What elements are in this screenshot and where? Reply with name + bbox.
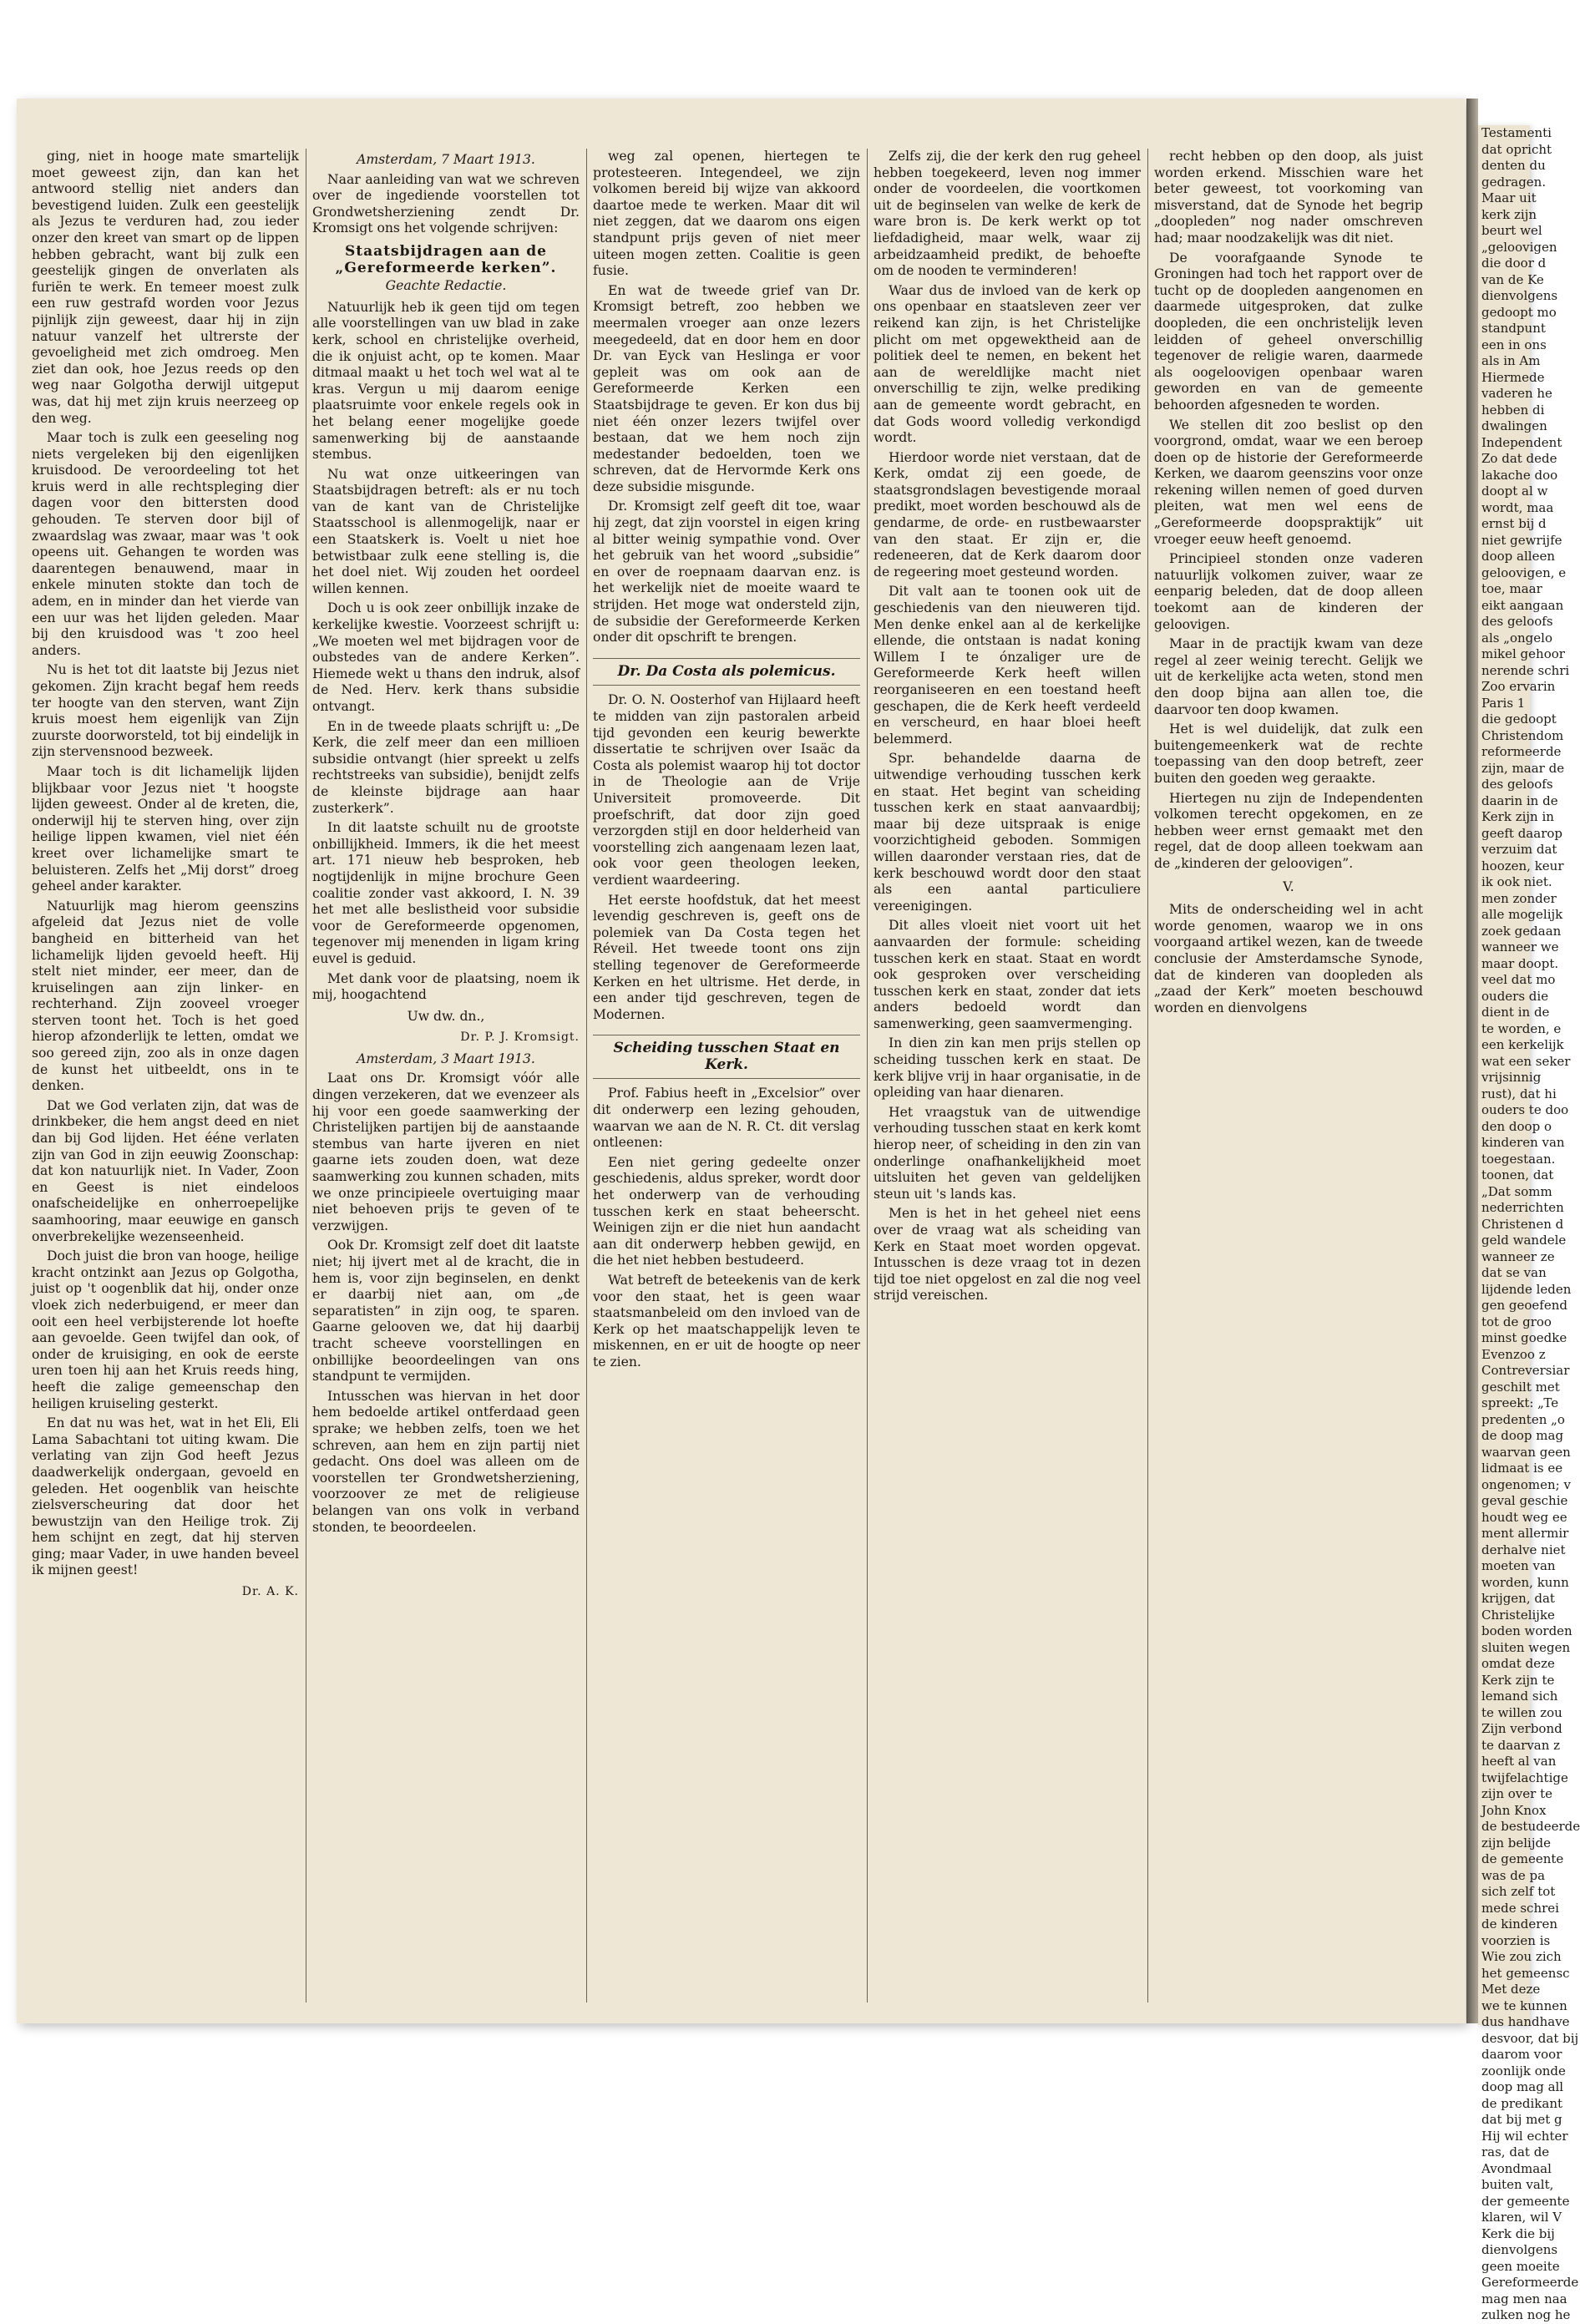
adjacent-page-line: mag men naa (1481, 2291, 1567, 2306)
adjacent-page-line: buiten valt, (1481, 2177, 1554, 2192)
adjacent-page-line: ernst bij d (1481, 516, 1547, 531)
adjacent-page-line: spreekt: „Te (1481, 1395, 1559, 1410)
adjacent-page-line: des geloofs (1481, 614, 1553, 629)
adjacent-page-line: desvoor, dat bij (1481, 2030, 1579, 2046)
adjacent-page-line: dat opricht (1481, 141, 1552, 157)
adjacent-page-line: zijn belijde (1481, 1835, 1551, 1851)
adjacent-page-line: Avondmaal (1481, 2160, 1552, 2176)
adjacent-page-line: kinderen van (1481, 1135, 1565, 1150)
adjacent-page-line: geeft daarop (1481, 825, 1562, 841)
adjacent-page-line: gedragen. (1481, 174, 1547, 190)
adjacent-page-line: het gemeensc (1481, 1965, 1570, 1981)
book-spine (1466, 99, 1478, 2023)
adjacent-page-line: doop mag all (1481, 2079, 1564, 2094)
adjacent-page-line: lijdende leden (1481, 1281, 1572, 1297)
adjacent-page-line: die door d (1481, 256, 1547, 271)
adjacent-page-line: toegestaan. (1481, 1151, 1556, 1167)
adjacent-page-line: moeten van (1481, 1558, 1556, 1573)
column-4 (874, 149, 1141, 2007)
adjacent-page-line: geval geschie (1481, 1493, 1568, 1508)
col5-paragraph: recht hebben op den doop, als juist worden erkend. Misschien ware het beter geweest, tot voorkoming van misverstand, dat de Synode het begrip „doopleden” nog nader omschreven had; maar noodzakelijk was dit niet. (1154, 149, 1423, 246)
adjacent-page-line: een kerkelijk (1481, 1037, 1564, 1052)
col4-paragraph: Men is het in het geheel niet eens over de vraag wat als scheiding van Kerk en Staat moet worden opgevat. Intusschen is deze vraag tot in dezen tijd toe niet opgelost en zal die nog veel strijd vereischen. (874, 1206, 1141, 1304)
col2-paragraph: Natuurlijk heb ik geen tijd om tegen alle voorstellingen van uw blad in zake kerk, school en christelijke overheid, die ik onjuist acht, op te komen. Maar ditmaal maakt u het toch wel wat al te kras. Vergun u mij daarom eenige plaatsruimte voor enkele regels ook in het belang eener mogelijke goede samenwerking bij de aanstaande stembus. (312, 299, 580, 463)
adjacent-page-line: worden, kunn (1481, 1574, 1569, 1590)
adjacent-page-line: Zo dat dede (1481, 451, 1557, 466)
col4-paragraph: Waar dus de invloed van de kerk op ons openbaar en staatsleven zeer ver reikend kan zijn, is het Christelijke plicht om met opgewektheid aan de politiek deel te nemen, en bekent het aan de wereldlijke macht niet onverschillig te zijn, welke prediking aan de gemeente wordt gebracht, en dat Gods woord volledig verkondigd wordt. (874, 282, 1141, 446)
col5-paragraph: Mits de onderscheiding wel in acht worde genomen, waarop we in ons voorgaand artikel wezen, kan de tweede conclusie der Amsterdamsche Synode, dat de kinderen van doopleden als „zaad der Kerk” moeten beschouwd worden en dienvolgens (1154, 902, 1423, 1015)
col3-paragraph: Dr. O. N. Oosterhof van Hijlaard heeft te midden van zijn pastoralen arbeid tijd gevonden een keurig bewerkte dissertatie te schrijven over Isaäc da Costa als polemist waarop hij tot doctor in de Theologie aan de Vrije Universiteit promoveerde. Dit proefschrift, dat door zijn goed verzorgden stijl en door helderheid van voorstelling zich aangenaam lezen laat, ook voor geen theologen leeken, verdient waardeering. (593, 692, 860, 888)
adjacent-page-line: hebben di (1481, 402, 1545, 418)
column-2 (312, 149, 580, 2007)
adjacent-page-line: derhalve niet (1481, 1542, 1566, 1557)
adjacent-page-line: dus handhave (1481, 2014, 1570, 2029)
adjacent-page-line: dienvolgens (1481, 288, 1558, 303)
col5-paragraph: Principieel stonden onze vaderen natuurlijk volkomen zuiver, waar ze eenparig beleden, dat de doop alleen toekomt aan de kinderen der geloovigen. (1154, 551, 1423, 632)
column-5 (1154, 149, 1423, 2007)
adjacent-page-line: Kerk zijn te (1481, 1672, 1555, 1688)
adjacent-page-line: rust), dat hi (1481, 1086, 1557, 1101)
adjacent-page-line: Hij wil echter (1481, 2128, 1568, 2144)
adjacent-page-line: we te kunnen (1481, 1997, 1567, 2013)
col3-paragraph: Prof. Fabius heeft in „Excelsior” over dit onderwerp een lezing gehouden, waarvan we aan de N. R. Ct. dit verslag ontleenen: (593, 1086, 860, 1151)
adjacent-page-line: dwalingen (1481, 418, 1547, 433)
adjacent-page-line: zoek gedaan (1481, 923, 1562, 939)
adjacent-page-line: wanneer ze (1481, 1248, 1555, 1264)
adjacent-page-line: geen moeite (1481, 2258, 1560, 2274)
adjacent-page-line: ment allermir (1481, 1526, 1569, 1541)
col3-paragraph: Wat betreft de beteekenis van de kerk voor den staat, het is geen waar staatsmanbeleid om den invloed van de Kerk op het maatschappelijk leven te miskennen, en er uit de hoogte op neer te zien. (593, 1273, 860, 1370)
col5-paragraph: De voorafgaande Synode te Groningen had toch het rapport over de tucht op de doopleden aangenomen en daarmede uitgesproken, dat zulke doopleden, die een onchristelijk leven leidden of geheel onverschillig tegenover de religie waren, daarmede als oogeloovigen openbaar waren geworden en van de gemeente behoorden afgesneden te worden. (1154, 250, 1423, 413)
column-3 (593, 149, 860, 2007)
adjacent-page-line: alle mogelijk (1481, 907, 1563, 922)
adjacent-page-line: hoozen, keur (1481, 858, 1564, 873)
adjacent-page-line: gen geoefend (1481, 1298, 1567, 1313)
letter-closing: Uw dw. dn., (407, 1008, 485, 1024)
adjacent-page-line: Maar uit (1481, 190, 1537, 205)
adjacent-page-line: Paris 1 (1481, 695, 1526, 711)
adjacent-page-line: eikt aangaan (1481, 597, 1564, 613)
adjacent-page-line: voorzien is (1481, 1932, 1551, 1948)
adjacent-page-line: wordt, maa (1481, 499, 1554, 515)
adjacent-page-line: Christelijke (1481, 1607, 1555, 1623)
col5-paragraph: Maar in de practijk kwam van deze regel al zeer weinig terecht. Gelijk we uit de kerkelijke acta weten, stond men den doop bijna aan allen toe, die daarvoor ten doop kwamen. (1154, 636, 1423, 717)
adjacent-page-line: te daarvan z (1481, 1737, 1561, 1753)
adjacent-page-line: toonen, dat (1481, 1167, 1554, 1182)
col3-paragraph: Het eerste hoofdstuk, dat het meest levendig geschreven is, geeft ons de polemiek van Da Costa tegen het Réveil. Het tweede toont ons zijn stelling tegenover de Gereformeerde Kerken en het ultrisme. Het derde, in een ander tijd geschreven, tegen de Modernen. (593, 892, 860, 1022)
adjacent-page-line: John Knox (1481, 1802, 1547, 1818)
adjacent-page-line: mikel gehoor (1481, 646, 1565, 661)
adjacent-page-line: vrijsinnig (1481, 1070, 1542, 1085)
col3-paragraph: weg zal openen, hiertegen te protesteeren. Integendeel, we zijn volkomen bereid bij wijze van akkoord daartoe mede te werken. Maar dit wil niet zeggen, dat we daarom ons eigen standpunt prijs geven of niet meer uiteen mogen zetten. Coalitie is geen fusie. (593, 149, 860, 279)
col5-paragraph: Hiertegen nu zijn de Independenten volkomen terecht opgekomen, en ze hebben weer ernst gemaakt met den regel, dat de doop alleen toekwam aan de „kinderen der geloovigen”. (1154, 790, 1423, 871)
adjacent-page-line: „geloovigen (1481, 239, 1557, 255)
column-rule (1147, 149, 1148, 2002)
adjacent-page-line: „Dat somm (1481, 1183, 1552, 1199)
adjacent-page-line: dient in de (1481, 1005, 1550, 1020)
salutation: Geachte Redactie. (385, 278, 507, 294)
adjacent-page-line: standpunt (1481, 321, 1546, 336)
adjacent-page-line: omdat deze (1481, 1656, 1555, 1671)
adjacent-page-line: lakache doo (1481, 467, 1558, 483)
col2-paragraph: Doch u is ook zeer onbillijk inzake de kerkelijke kwestie. Voorzeest schrijft u: „We moeten wel met bijdragen voor de oubstedes van de andere Kerken”. Hiemede wekt u thans den indruk, alsof de Ned. Herv. kerk thans subsidie ontvangt. (312, 600, 580, 714)
adjacent-page-line: denten du (1481, 158, 1546, 173)
column-rule (867, 149, 868, 2002)
adjacent-page-line: men zonder (1481, 890, 1557, 906)
adjacent-page-line: kerk zijn (1481, 206, 1537, 222)
col5-paragraph: We stellen dit zoo beslist op den voorgrond, omdat, waar we een beroep doen op de historie der Gereformeerde Kerken, we daarom geenszins voor onze rekening willen nemen of goed durven pleiten, wat men wel eens de „Gereformeerde doopspraktijk” uit vroeger eeuw heeft genoemd. (1154, 417, 1423, 547)
col2-paragraph: Ook Dr. Kromsigt zelf doet dit laatste niet; hij ijvert met al de kracht, die in hem is, voor zijn beginselen, en denkt er daarbij niet aan, om „de separatisten” in zijn oog, te sparen. Gaarne gelooven we, dat hij daarbij tracht scheeve voorstellingen en onbillijke beoordeelingen van ons standpunt te vermijden. (312, 1238, 580, 1385)
adjacent-page-line: predenten „o (1481, 1411, 1565, 1427)
adjacent-page-line: des geloofs (1481, 777, 1553, 792)
adjacent-page-line: dienvolgens (1481, 2242, 1558, 2257)
adjacent-page-line: Contreversiar (1481, 1363, 1570, 1378)
adjacent-page-line: Evenzoo z (1481, 1346, 1546, 1362)
newspaper-page (17, 99, 1466, 2023)
col4-paragraph: In dien zin kan men prijs stellen op scheiding tusschen kerk en staat. De kerk blijve vrij in haar organisatie, in de opleiding van haar dienaren. (874, 1035, 1141, 1101)
col2-paragraph: In dit laatste schuilt nu de grootste onbillijkheid. Immers, ik die het meest art. 171 nieuw heb besproken, heb nogtijdenlijk in mijne brochure Geen coalitie zonder vast akkoord, I. N. 39 het met alle beslistheid voor subsidie voor de Gereformeerde opgenomen, tegenover mij menenden in ligam kring euvel is geduid. (312, 820, 580, 966)
adjacent-page-line: Wie zou zich (1481, 1949, 1562, 1964)
adjacent-page-line: wat een seker (1481, 1053, 1571, 1069)
col1-signature: Dr. A. K. (241, 1585, 299, 1599)
adjacent-page-line: tot de groo (1481, 1314, 1552, 1329)
adjacent-page-line: heeft al van (1481, 1754, 1557, 1769)
adjacent-page-line: daarom voor (1481, 2047, 1562, 2062)
section-number: V. (1283, 878, 1294, 894)
col3-paragraph: En wat de tweede grief van Dr. Kromsigt betreft, zoo hebben we meermalen vroeger aan onze lezers meegedeeld, dat en door hem en door Dr. van Eyck van Heslinga er voor gepleit was om ook aan de Gereformeerde Kerken een Staatsbijdrage te geven. Er kon dus bij niet één onzer lezers twijfel over bestaan, dat we hem noch zijn medestander bedoelden, toen we schreven, dat de Hervormde Kerk ons deze subsidie misgunde. (593, 282, 860, 494)
adjacent-page-line: Gereformeerde (1481, 2275, 1579, 2290)
adjacent-page-line: reformeerde (1481, 744, 1562, 759)
adjacent-page-line: houdt weg ee (1481, 1509, 1567, 1525)
col1-paragraph: Dat we God verlaten zijn, dat was de drinkbeker, die hem angst deed en niet dan bij God lijden. Het ééne verlaten zijn van God in zijn eeuwig Zoonschap: dat kon natuurlijk niet. In Vader, Zoon en Geest is niet eindeloos onafscheidelijke en onherroepelijke saamhooring, maar eeuwige en gansch onverbrekelijke wezenseenheid. (32, 1097, 299, 1244)
col1-paragraph: Nu is het tot dit laatste bij Jezus niet gekomen. Zijn kracht begaf hem reeds ter hoogte van den sterven, want Zijn kruis moest hem eigenlijk van Zijn zuurste doorworsteld, tot bij eindelijk in zijn stervensnood bezweek. (32, 662, 299, 760)
section-title: Scheiding tusschen Staat en Kerk. (593, 1035, 860, 1079)
adjacent-page-line: Christenen d (1481, 1216, 1564, 1232)
adjacent-page-line: der gemeente (1481, 2193, 1570, 2209)
col4-paragraph: Spr. behandelde daarna de uitwendige verhouding tusschen kerk en staat. Het begint van scheiding tusschen kerk en staat aanvaardbij; maar bij deze uitspraak is enige voorzichtigheid geboden. Sommigen willen daaronder verstaan ries, dat de kerk beschouwd wordt door den staat als een aantal particuliere vereenigingen. (874, 751, 1141, 914)
col2-signature: Dr. P. J. Kromsigt. (460, 1030, 580, 1045)
adjacent-page-fragment (1478, 125, 1580, 2322)
section-title: Dr. Da Costa als polemicus. (593, 658, 860, 686)
col2-paragraph: Intusschen was hiervan in het door hem bedoelde artikel ontferdaad geen sprake; we hebben zelfs, toen we het schreven, aan hem en zijn partij niet gedacht. Ons doel was alleen om de voorstellen ter Grondwetsherziening, voorzoover ze met de religieuse belangen van ons volk in verband stonden, te beoordeelen. (312, 1388, 580, 1535)
adjacent-page-line: Zoo ervarin (1481, 679, 1556, 694)
adjacent-page-line: ouders te doo (1481, 1102, 1569, 1117)
adjacent-page-line: geschilt met (1481, 1379, 1560, 1395)
adjacent-page-line: Testamenti (1481, 125, 1552, 140)
adjacent-page-line: te worden, e (1481, 1020, 1562, 1036)
adjacent-page-line: sich zelf tot (1481, 1884, 1556, 1899)
adjacent-page-line: als in Am (1481, 353, 1541, 368)
adjacent-page-line: den doop o (1481, 1118, 1552, 1134)
col1-paragraph: ging, niet in hooge mate smartelijk moet geweest zijn, dan kan het antwoord stellig niet anders dan bevestigend luiden. Zulk een geestelijk als Jezus te verduren had, zou ieder onzer den kreet van smart op de lippen hebben gebracht, want bij zulk een geestelijk gingen de onverlaten als furiën te werk. En temeer moest zulk een ruw gestrafd worden voor Jezus pijnlijk zijn geweest, daar hij in zijn natuur vanzelf het ultrerste der gevoeligheid met zich omdroeg. Men ziet dan ook, hoe Jezus reeds op den weg naar Golgotha derwijl uitgeput was, dat hij met zijn kruis neerzeeg op den weg. (32, 149, 299, 426)
col1-paragraph: En dat nu was het, wat in het Eli, Eli Lama Sabachtani tot uiting kwam. Die verlating van zijn God heeft Jezus daadwerkelijk ondergaan, gevoeld en geleden. Het oogenblik van heischte zielsverscheuring dat door het bewustzijn van den Heilige trok. Zij hem schijnt en zegt, dat hij sterven ging; maar Vader, in uwe handen beveel ik mijnen geest! (32, 1415, 299, 1578)
adjacent-page-line: de bestudeerde (1481, 1819, 1580, 1834)
adjacent-page-line: boden worden (1481, 1623, 1572, 1638)
adjacent-page-line: vaderen he (1481, 386, 1552, 401)
adjacent-page-line: Zijn verbond (1481, 1721, 1562, 1736)
adjacent-page-line: gedoopt mo (1481, 304, 1557, 320)
col3-paragraph: Een niet gering gedeelte onzer geschiedenis, aldus spreker, wordt door het onderwerp van de verhouding tusschen kerk en staat beheerscht. Weinigen zijn er die niet hun aandacht aan dit onderwerp hebben gewijd, en die het niet hebben bestudeerd. (593, 1154, 860, 1268)
col1-paragraph: Doch juist die bron van hooge, heilige kracht ontzinkt aan Jezus op Golgotha, juist op 't oogenblik dat hij, onder onze vloek zich nederbuigend, er meer dan ooit een heel verbijsterende lot hoefte aan gevoelde. Geen twijfel dan ook, of onder de kruisiging, en ook de eerste uren toen hij aan het Kruis reeds hing, heeft die zalige gemeenschap den heiligen kruiseling gesterkt. (32, 1248, 299, 1411)
dateline: Amsterdam, 3 Maart 1913. (357, 1051, 535, 1066)
adjacent-page-line: zijn over te (1481, 1786, 1553, 1801)
adjacent-page-line: lidmaat is ee (1481, 1461, 1563, 1476)
adjacent-page-line: die gedoopt (1481, 711, 1557, 727)
adjacent-page-line: zulken nog he (1481, 2307, 1571, 2322)
adjacent-page-line: daarin in de (1481, 792, 1558, 808)
adjacent-page-line: twijfelachtige (1481, 1770, 1568, 1785)
adjacent-page-line: sluiten wegen (1481, 1639, 1571, 1655)
adjacent-page-line: maar doopt. (1481, 955, 1559, 971)
adjacent-page-line: verzuim dat (1481, 842, 1557, 857)
adjacent-page-line: dat bij met g (1481, 2112, 1562, 2127)
adjacent-page-line: geloovigen, e (1481, 565, 1567, 580)
adjacent-page-line: beurt wel (1481, 223, 1542, 238)
adjacent-page-line: de doop mag (1481, 1428, 1564, 1443)
adjacent-page-line: krijgen, dat (1481, 1591, 1555, 1606)
column-1 (32, 149, 299, 2007)
adjacent-page-line: als „ongelo (1481, 630, 1552, 646)
col4-paragraph: Zelfs zij, die der kerk den rug geheel hebben toegekeerd, leven nog immer onder de voordeelen, die voortkomen uit de beginselen van welke de kerk de ware bron is. De kerk werkt op tot liefdadigheid, maar welk, waar zij arbeidzaamheid predikt, de behoefte om de nooden te verminderen! (874, 149, 1141, 279)
adjacent-page-line: ik ook niet. (1481, 874, 1552, 889)
adjacent-page-line: te willen zou (1481, 1704, 1562, 1720)
adjacent-page-line: doop alleen (1481, 549, 1555, 564)
adjacent-page-line: doopt al w (1481, 484, 1548, 499)
adjacent-page-line: niet gewrijfe (1481, 532, 1562, 548)
col2-paragraph: En in de tweede plaats schrijft u: „De Kerk, die zelf meer dan een millioen subsidie ontvangt (hier spreekt u zelfs rechtstreeks van subsidie), benijdt zelfs de kleinste bijdrage aan haar zusterkerk”. (312, 718, 580, 816)
col2-paragraph: Naar aanleiding van wat we schreven over de ingediende voorstellen tot Grondwetsherziening zendt Dr. Kromsigt ons het volgende schrijven: (312, 171, 580, 236)
adjacent-page-line: de predikant (1481, 2095, 1563, 2111)
col4-paragraph: Dit valt aan te toonen ook uit de geschiedenis van den nieuweren tijd. Men denke enkel aan al de kerkelijke ellende, die ontstaan is nadat koning Willem I te ónzaliger ure de Gereformeerde Kerk heeft willen reorganiseeren en een toestand heeft geschapen, die de Kerk heeft verdeeld en verscheurd, en haar bloei heeft belemmerd. (874, 584, 1141, 747)
adjacent-page-line: wanneer we (1481, 939, 1559, 954)
adjacent-page-line: Hiermede (1481, 369, 1545, 385)
article-heading: Staatsbijdragen aan de „Gereformeerde kerken”. (335, 242, 557, 276)
adjacent-page-line: nederrichten (1481, 1200, 1564, 1215)
col1-paragraph: Maar toch is dit lichamelijk lijden blijkbaar voor Jezus niet 't hoogste lijden geweest. Onder al de kreten, die, onderwijl hij te sterven hing, over zijn heilige lippen kwamen, viel niet één kreet over lichamelijke smart te beluisteren. Zelfs het „Mij dorst” droeg geheel ander karakter. (32, 763, 299, 894)
col2-paragraph: Nu wat onze uitkeeringen van Staatsbijdragen betreft: als er nu toch van de kant van de Christelijke Staatsschool is allenmogelijk, naar er een Staatskerk is. Voelt u niet hoe betwistbaar zulk eene stelling is, die het doel niet. Wij zouden het oordeel willen kennen. (312, 466, 580, 596)
col4-paragraph: Dit alles vloeit niet voort uit het aanvaarden der formule: scheiding tusschen kerk en staat. Staat en wordt ook gesproken over verscheiding tusschen kerk en staat, zonder dat iets anders bedoeld wordt dan samenwerking, geen saamvermenging. (874, 918, 1141, 1031)
adjacent-page-line: een in ons (1481, 337, 1547, 352)
adjacent-page-line: de kinderen (1481, 1916, 1557, 1932)
adjacent-page-line: zoonlijk onde (1481, 2063, 1566, 2078)
col3-paragraph: Dr. Kromsigt zelf geeft dit toe, waar hij zegt, dat zijn voorstel in eigen kring al bitter weinig sympathie vond. Over het gebruik van het woord „subsidie” en over de roepnaam daarvan enz. is het werkelijk niet de moeite waard te strijden. Het moge wat ondersteld zijn, de subsidie der Gereformeerde Kerken onder dit opschrift te brengen. (593, 499, 860, 646)
adjacent-page-line: ouders die (1481, 988, 1549, 1004)
col1-paragraph: Natuurlijk mag hierom geenszins afgeleid dat Jezus niet de volle bangheid en bitterheid van het lichamelijk lijden gevoeld heeft. Hij stelt niet minder, eer meer, dan de kruiselingen aan zijn linker- en rechterhand. Zijn zooveel vroeger sterven toont het. Toch is het goed hierop afzonderlijk te letten, omdat we soo gereed zijn, zoo als in onze dagen de kunst het uitbeeldt, ons in te denken. (32, 898, 299, 1094)
adjacent-page-line: mede schrei (1481, 1900, 1559, 1916)
adjacent-page-line: veel dat mo (1481, 972, 1556, 987)
adjacent-page-line: Independent (1481, 434, 1562, 450)
col2-paragraph: Met dank voor de plaatsing, noem ik mij, hoogachtend (312, 970, 580, 1003)
adjacent-page-line: was de pa (1481, 1867, 1546, 1883)
col4-paragraph: Hierdoor worde niet verstaan, dat de Kerk, omdat zij een goede, de staatsgrondslagen bevestigende moraal predikt, moet worden beschouwd als de gendarme, de orde- en rustbewaarster van den staat. Er zijn er, die redeneeren, dat de Kerk daarom door de regeering moet gesteund worden. (874, 449, 1141, 580)
adjacent-page-line: ras, dat de (1481, 2144, 1550, 2159)
adjacent-page-line: minst goedke (1481, 1330, 1567, 1345)
adjacent-page-line: Kerk die bij (1481, 2225, 1555, 2241)
adjacent-page-line: Met deze (1481, 1982, 1541, 1997)
adjacent-page-line: geld wandele (1481, 1233, 1567, 1248)
adjacent-page-line: de gemeente (1481, 1851, 1564, 1866)
adjacent-page-line: klaren, wil V (1481, 2210, 1562, 2225)
dateline: Amsterdam, 7 Maart 1913. (357, 152, 535, 167)
adjacent-page-line: waarvan geen (1481, 1444, 1571, 1460)
col5-paragraph: Het is wel duidelijk, dat zulk een buitengemeenkerk wat de rechte toepassing van den doop betreft, zeer buiten den goeden weg geraakte. (1154, 722, 1423, 786)
adjacent-page-line: dat se van (1481, 1265, 1547, 1280)
adjacent-page-line: toe, maar (1481, 581, 1542, 596)
col4-paragraph: Het vraagstuk van de uitwendige verhouding tusschen staat en kerk komt hierop neer, of scheiding in den zin van onderlinge onafhankelijkheid moet uitsluiten het geven van geldelijken steun uit 's lands kas. (874, 1104, 1141, 1202)
adjacent-page-line: Christendom (1481, 727, 1564, 743)
adjacent-page-line: nerende schri (1481, 662, 1570, 678)
adjacent-page-line: zijn, maar de (1481, 760, 1565, 776)
col1-paragraph: Maar toch is zulk een geeseling nog niets vergeleken bij den eigenlijken kruisdood. De veroordeeling tot het kruis werd in alle rechtspleging dier dagen voor den bittersten dood gehouden. Te sterven door bijl of zwaardslag was zwaar, maar was 't ook opeens uit. Gehangen te worden was daarentegen benauwend, maar in enkele minuten stokte dan toch de adem, en in minder dan het vierde van een uur was het lijden geleden. Maar bij den kruisdood was 't zoo heel anders. (32, 430, 299, 658)
col2-paragraph: Laat ons Dr. Kromsigt vóór alle dingen verzekeren, dat we evenzeer als hij voor een goede saamwerking der Christelijken partijen bij de aanstaande stembus van harte ijveren en niet gaarne iets zouden doen, wat deze saamwerking zou kunnen schaden, mits we onze principieele overtuiging maar niet behoeven prijs te geven of te verzwijgen. (312, 1071, 580, 1233)
column-rule (586, 149, 587, 2002)
adjacent-page-line: van de Ke (1481, 271, 1544, 287)
adjacent-page-line: ongenomen; v (1481, 1476, 1571, 1492)
adjacent-page-line: lemand sich (1481, 1689, 1558, 1704)
adjacent-page-line: Kerk zijn in (1481, 809, 1554, 824)
